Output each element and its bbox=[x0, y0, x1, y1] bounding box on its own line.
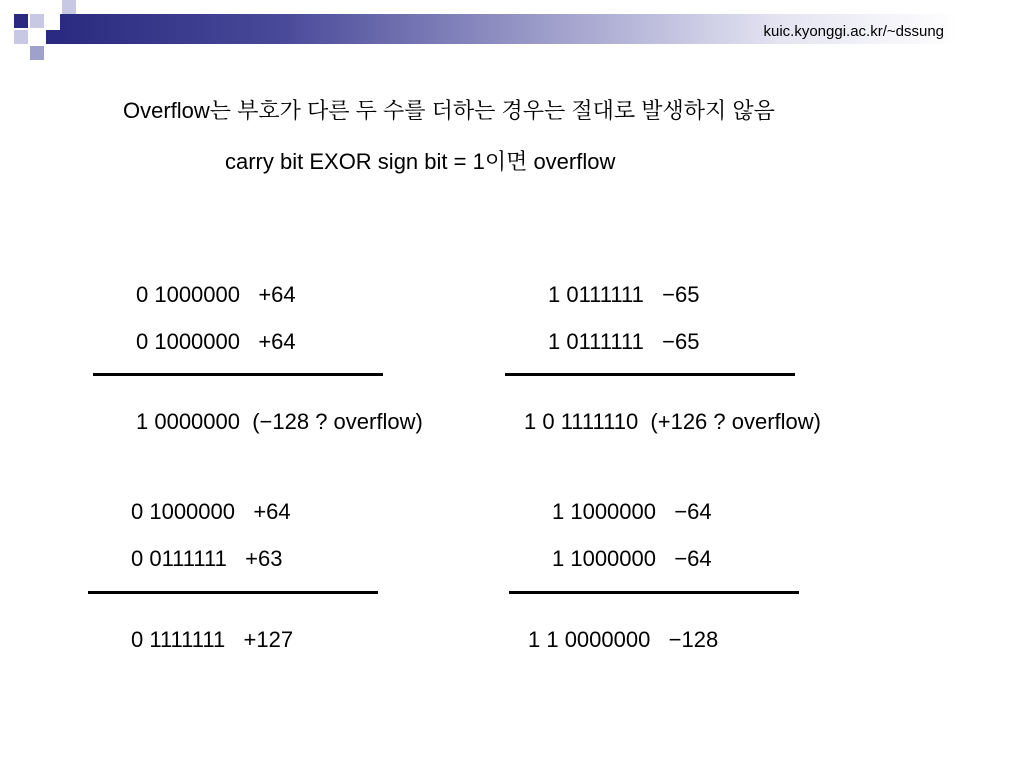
operand-b: 0 1000000 +64 bbox=[136, 329, 296, 354]
operand-b: 0 0111111 +63 bbox=[131, 546, 283, 571]
operand-a: 0 1000000 +64 bbox=[136, 282, 296, 307]
overflow-rule-text: Overflow는 부호가 다른 두 수를 더하는 경우는 절대로 발생하지 않음 bbox=[123, 98, 775, 123]
sum-result: 1 0000000 (−128 ? overflow) bbox=[136, 409, 423, 434]
operand-a: 1 1000000 −64 bbox=[552, 499, 712, 524]
operand-b: 1 1000000 −64 bbox=[552, 546, 712, 571]
operand-a: 1 0111111 −65 bbox=[548, 282, 700, 307]
overflow-condition-text: carry bit EXOR sign bit = 1이면 overflow bbox=[225, 149, 616, 174]
operand-b: 1 0111111 −65 bbox=[548, 329, 700, 354]
sum-rule bbox=[509, 591, 799, 594]
sum-result: 0 1111111 +127 bbox=[131, 627, 294, 652]
sum-rule bbox=[93, 373, 383, 376]
operand-a: 0 1000000 +64 bbox=[131, 499, 291, 524]
sum-result: 1 1 0000000 −128 bbox=[528, 627, 719, 652]
sum-result: 1 0 1111110 (+126 ? overflow) bbox=[524, 409, 821, 434]
header-url: kuic.kyonggi.ac.kr/~dssung bbox=[763, 23, 944, 40]
sum-rule bbox=[505, 373, 795, 376]
sum-rule bbox=[88, 591, 378, 594]
